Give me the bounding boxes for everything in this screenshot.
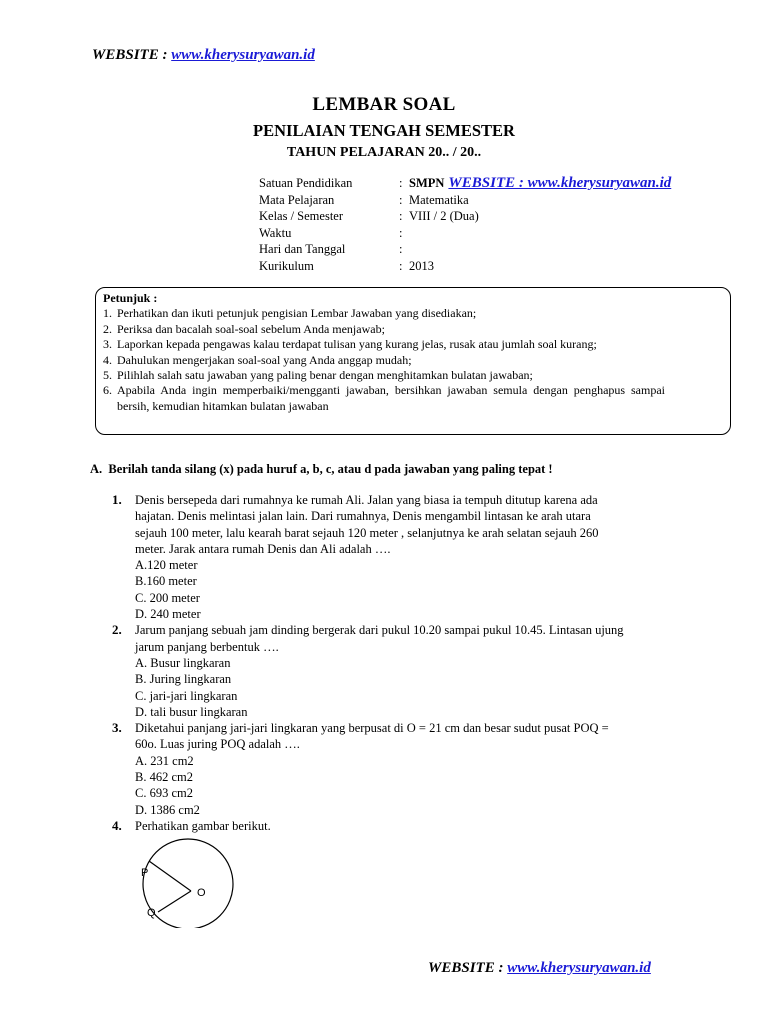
info-row-school (259, 175, 671, 192)
info-colon: : (399, 176, 403, 190)
question-2 (112, 622, 667, 720)
instructions-heading: Petunjuk : (103, 291, 158, 305)
answer-option-c[interactable]: C. 200 meter (135, 590, 200, 605)
instruction-text: Dahulukan mengerjakan soal-soal yang Anda anggap mudah; (117, 352, 412, 367)
instruction-item (103, 383, 665, 414)
point-o-label: O (197, 887, 206, 899)
instruction-text: Laporkan kepada pengawas kalau terdapat tulisan yang kurang jelas, rusak atau jumlah soal kurang; (117, 337, 597, 352)
instruction-number: 2. (103, 321, 112, 336)
instruction-item (103, 337, 665, 352)
instruction-text: Periksa dan bacalah soal-soal sebelum Anda menjawab; (117, 321, 385, 336)
info-value: Matematika (409, 192, 469, 207)
instruction-text: Pilihlah salah satu jawaban yang paling benar dengan menghitamkan bulatan jawaban; (117, 368, 533, 383)
answer-option-c[interactable]: C. jari-jari lingkaran (135, 688, 238, 703)
info-school-website[interactable]: WEBSITE : www.kherysuryawan.id (448, 175, 672, 191)
footer-website-link[interactable]: www.kherysuryawan.id (507, 960, 651, 976)
instruction-text: Perhatikan dan ikuti petunjuk pengisian Lembar Jawaban yang disediakan; (117, 306, 477, 321)
instruction-item (103, 353, 665, 368)
info-colon: : (399, 225, 403, 240)
info-label: Kurikulum (259, 258, 314, 273)
page-title: LEMBAR SOAL (312, 94, 456, 115)
question-text-line: Jarum panjang sebuah jam dinding bergerak dari pukul 10.20 sampai pukul 10.45. Lintasan ujung (135, 623, 624, 638)
info-row-date (259, 241, 671, 258)
instruction-item (103, 322, 665, 337)
radius-op (149, 861, 191, 891)
instruction-number: 1. (103, 306, 112, 321)
question-text-line: Diketahui panjang jari-jari lingkaran yang berpusat di O = 21 cm dan besar sudut pusat POQ = (135, 721, 609, 736)
answer-option-c[interactable]: C. 693 cm2 (135, 786, 193, 801)
answer-option-d[interactable]: D. 1386 cm2 (135, 802, 200, 817)
point-q-label: Q (147, 907, 156, 919)
question-text-line: sejauh 100 meter, lalu kearah barat sejauh 120 meter , selanjutnya ke arah selatan sejauh 260 (135, 525, 599, 540)
question-4 (112, 818, 667, 834)
question-number: 2. (112, 622, 122, 638)
header-website (92, 47, 315, 64)
circle-outline (143, 839, 233, 928)
exam-info-table (259, 175, 671, 274)
instruction-item (103, 306, 665, 321)
instruction-number: 3. (103, 337, 112, 352)
instruction-item (103, 368, 665, 383)
section-instruction: Berilah tanda silang (x) pada huruf a, b, c, atau d pada jawaban yang paling tepat ! (108, 462, 553, 476)
info-colon: : (399, 258, 403, 273)
header-website-prefix: WEBSITE : (92, 47, 172, 63)
question-text-line: 60o. Luas juring POQ adalah …. (135, 737, 300, 752)
footer-website-prefix: WEBSITE : (428, 960, 508, 976)
info-label: Satuan Pendidikan (259, 176, 353, 190)
info-label: Hari dan Tanggal (259, 242, 346, 256)
question-number: 3. (112, 720, 122, 736)
footer-website (428, 960, 651, 977)
info-colon: : (399, 209, 403, 223)
answer-option-b[interactable]: B. Juring lingkaran (135, 672, 232, 687)
info-row-time (259, 225, 671, 242)
info-label: Mata Pelajaran (259, 192, 335, 207)
header-website-link[interactable]: www.kherysuryawan.id (171, 47, 315, 63)
circle-figure (136, 838, 246, 933)
answer-option-b[interactable]: B. 462 cm2 (135, 770, 193, 785)
instructions (103, 291, 665, 414)
answer-option-a[interactable]: A.120 meter (135, 558, 198, 573)
circle-diagram (136, 838, 246, 928)
question-1 (112, 492, 667, 622)
info-value: VIII / 2 (Dua) (409, 209, 479, 223)
question-number: 1. (112, 492, 122, 507)
question-number: 4. (112, 817, 122, 833)
radius-oq (158, 891, 191, 912)
info-value: SMPN (409, 176, 445, 190)
question-text-line: hajatan. Denis melintasi jalan lain. Dari rumahnya, Denis mengambil lintasan ke arah utara (135, 509, 591, 524)
question-list (112, 492, 667, 834)
info-label: Kelas / Semester (259, 209, 344, 223)
instruction-number: 5. (103, 368, 112, 383)
info-colon: : (399, 242, 403, 256)
question-text-line: jarum panjang berbentuk …. (135, 639, 279, 654)
info-label: Waktu (259, 225, 292, 240)
point-p-label: P (141, 867, 149, 879)
instruction-text: Apabila Anda ingin memperbaiki/mengganti jawaban, bersihkan jawaban semula dengan penghapus sampai bersih, kemudian hitamkan bulatan jawaban (117, 383, 665, 413)
info-row-subject (259, 192, 671, 209)
section-a-heading (90, 462, 553, 477)
instruction-number: 6. (103, 383, 112, 398)
question-text-line: Denis bersepeda dari rumahnya ke rumah Ali. Jalan yang biasa ia tempuh ditutup karena ada (135, 493, 598, 507)
section-label: A. (90, 462, 103, 476)
exam-title: PENILAIAN TENGAH SEMESTER (253, 121, 515, 140)
answer-option-d[interactable]: D. 240 meter (135, 607, 201, 622)
question-text-line: Perhatikan gambar berikut. (135, 818, 271, 833)
info-row-class (259, 208, 671, 225)
answer-option-d[interactable]: D. tali busur lingkaran (135, 704, 248, 719)
school-year: TAHUN PELAJARAN 20.. / 20.. (286, 145, 482, 160)
info-row-curriculum (259, 258, 671, 275)
info-colon: : (399, 192, 403, 207)
answer-option-b[interactable]: B.160 meter (135, 574, 197, 589)
answer-option-a[interactable]: A. 231 cm2 (135, 753, 194, 768)
info-value: 2013 (409, 258, 434, 273)
answer-option-a[interactable]: A. Busur lingkaran (135, 655, 231, 670)
question-text-line: meter. Jarak antara rumah Denis dan Ali adalah …. (135, 541, 391, 556)
instruction-number: 4. (103, 352, 112, 367)
question-3 (112, 720, 667, 818)
